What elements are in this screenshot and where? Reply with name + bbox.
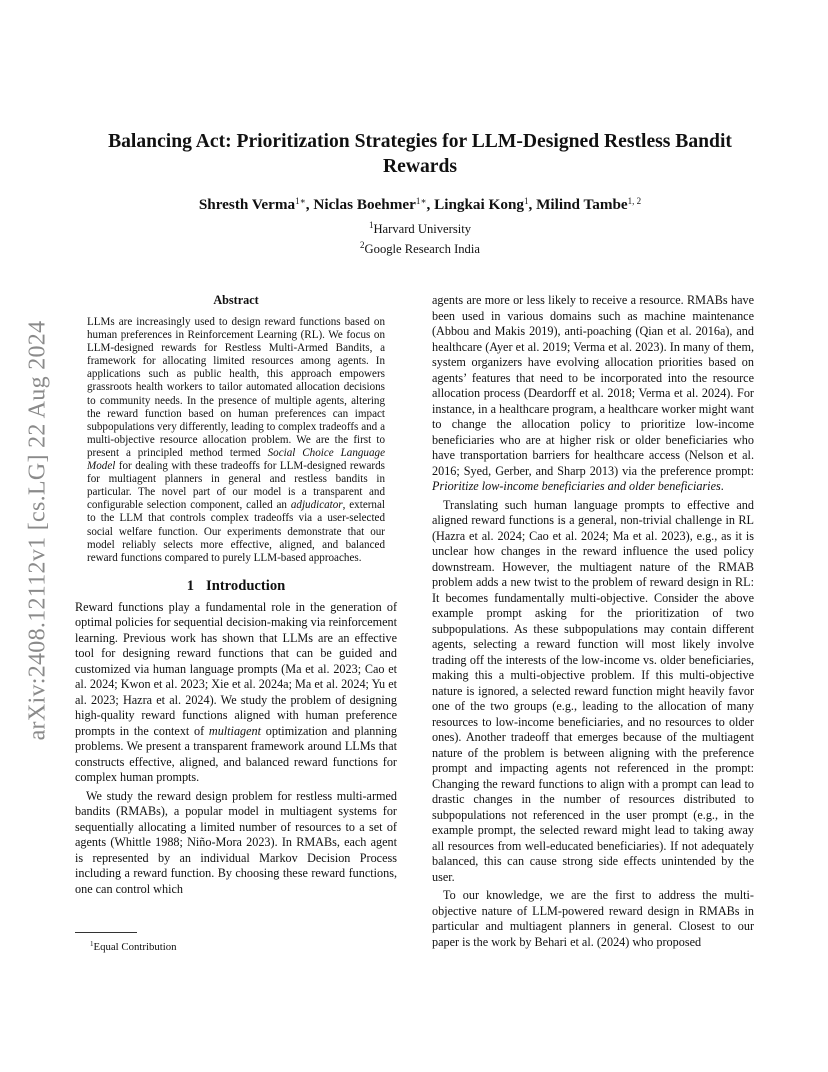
author-marker: 1∗ <box>295 196 306 206</box>
section-heading-introduction <box>75 578 397 595</box>
author-list <box>90 191 750 215</box>
affiliation-name: Google Research India <box>364 241 480 256</box>
intro-paragraph <box>432 293 754 495</box>
left-column <box>75 293 397 897</box>
section-number: 1 <box>186 577 195 594</box>
arxiv-identifier-text: arXiv:2408.12112v1 [cs.LG] 22 Aug 2024 <box>24 320 51 740</box>
abstract-heading: Abstract <box>213 293 259 307</box>
paragraph-emphasis: multiagent <box>208 723 262 738</box>
affiliation-marker: 1 <box>368 220 374 230</box>
arxiv-identifier <box>8 300 68 760</box>
paragraph-segment: Reward functions play a fundamental role in the generation of optimal policies for sequential decision-making via reinforcement learning. Previous work has shown that LLMs are an effective tool for designing reward functions that can be guided and customized via human language prompts (Ma et al. 2023; Cao et al. 2024; Kwon et al. 2023; Xie et al. 2024a; Ma et al. 2024; Yu et al. 2023; Hazra et al. 2024). We study the problem of designing high-quality reward functions aligned with human preference prompts in the context of <box>75 599 397 738</box>
abstract-segment: , external to the LLM that controls complex tradeoffs via a user-selected social welfare function. Our experiments demonstrate that our model reliably selects more effective, aligned, and balanced reward functions compared to purely LLM-based approaches. <box>87 499 385 564</box>
section-title-text: Introduction <box>206 577 286 594</box>
footnote <box>90 938 177 953</box>
paragraph-segment: . <box>720 479 724 493</box>
affiliation-line <box>90 218 750 238</box>
abstract-segment: for dealing with these tradeoffs for LLM-designed rewards for multiagent planners in general and restless bandits in particular. The novel part of our model is a transparent and configurable selection component, called an <box>87 460 385 512</box>
author-name: Milind Tambe <box>536 196 628 213</box>
author-separator: , <box>305 196 314 213</box>
intro-paragraph: We study the reward design problem for restless multi-armed bandits (RMABs), a popular model in multiagent systems for sequentially allocating a limited number of resources to a set of agents (Whittle 1988; Niño-Mora 2023). In RMABs, each agent is represented by an individual Markov Decision Process including a reward function. By choosing these reward functions, one can control which <box>75 788 397 896</box>
right-column <box>432 293 754 950</box>
paragraph-segment: agents are more or less likely to receive a resource. RMABs have been used in various domains such as machine maintenance (Abbou and Makis 2019), anti-poaching (Qian et al. 2016a), and healthcare (Ayer et al. 2019; Verma et al. 2023). In many of them, system organizers have evolving allocation priorities based on agents’ features that need to be incorporated into the resource allocation process (Deardorff et al. 2018; Verma et al. 2024). For instance, in a healthcare program, a healthcare worker might want to change the allocation policy to prioritize low-income beneficiaries who are at higher risk or older beneficiaries who have transportation barriers for healthcare access (Nelson et al. 2016; Syed, Gerber, and Sharp 2013) via the preference prompt: <box>432 293 754 478</box>
footnote-divider <box>75 932 137 933</box>
affiliation-line <box>90 238 750 258</box>
paper-title: Balancing Act: Prioritization Strategies for LLM-Designed Restless Bandit Rewards <box>108 131 732 177</box>
footnote-text: Equal Contribution <box>93 941 177 953</box>
intro-paragraph <box>75 600 397 786</box>
author-marker: 1, 2 <box>627 196 642 206</box>
author-marker: 1 <box>524 196 529 206</box>
affiliation-marker: 2 <box>360 239 365 250</box>
author-separator: , <box>528 196 537 213</box>
intro-paragraph: Translating such human language prompts to effective and aligned reward functions is a general, non-trivial challenge in RL (Hazra et al. 2024; Cao et al. 2024; Ma et al. 2023), e.g., as it is unclear how changes in the reward influence the used policy downstream. However, the multiagent nature of the RMAB problem adds a new twist to the problem of reward design in RL: It becomes fundamentally multi-objective. Consider the above example prompt asking for the prioritization of two subpopulations. As these subpopulations may contain different agents, selecting a reward function will most likely involve trading off the interests of the low-income vs. older beneficiaries, making this a multi-objective problem. If this multi-objective nature is ignored, a selected reward function might heavily favor one of the two groups (e.g., leading to the allocation of many resources to low-income beneficiaries, and no resources to older ones). Another tradeoff that emerges because of the multiagent nature of the problem is between aligning with the preference prompt and impacting agents not referenced in the prompt: Changing the reward functions to align with a prompt can lead to drastic changes in the number of resources distributed to subpopulations not referenced in the user prompt (e.g., in the example prompt, the selected reward might lead to taking away all resources from well-educated beneficiaries). If not adequately balanced, this can cause strong side effects unintended by the user. <box>432 497 754 884</box>
intro-paragraph: To our knowledge, we are the first to address the multi-objective nature of LLM-powered reward design in RMABs in particular and multiagent planners in general. Closest to our paper is the work by Behari et al. (2024) who proposed <box>432 888 754 949</box>
author-name: Niclas Boehmer <box>313 196 416 213</box>
affiliation-name: Harvard University <box>373 222 472 236</box>
abstract-emphasis: Social Choice Language Model <box>87 446 385 473</box>
affiliations <box>90 218 750 257</box>
author-name: Lingkai Kong <box>434 196 524 213</box>
abstract-segment: LLMs are increasingly used to design reward functions based on human preferences in Reinforcement Learning (RL). We focus on LLM-designed rewards for Restless Multi-Armed Bandits, a framework for allocating limited resources among agents. In applications such as public health, this approach empowers grassroots health workers to tailor automated allocation decisions to community needs. In the presence of multiple agents, altering the reward function based on human preferences can impact subpopulations very differently, leading to complex tradeoffs and a multi-objective resource allocation problem. We are the first to present a principled method termed <box>87 316 385 459</box>
paragraph-emphasis: Prioritize low-income beneficiaries and older beneficiaries <box>432 479 721 493</box>
abstract-text <box>75 316 397 565</box>
author-marker: 1∗ <box>415 196 427 206</box>
footnote-marker: 1 <box>90 940 94 948</box>
paragraph-segment: optimization and planning problems. We present a transparent framework around LLMs that constructs effective, aligned, and balanced reward functions for complex human prompts. <box>75 723 398 785</box>
author-separator: , <box>426 196 435 213</box>
abstract-emphasis: adjudicator <box>290 499 343 512</box>
author-name: Shresth Verma <box>198 196 296 213</box>
